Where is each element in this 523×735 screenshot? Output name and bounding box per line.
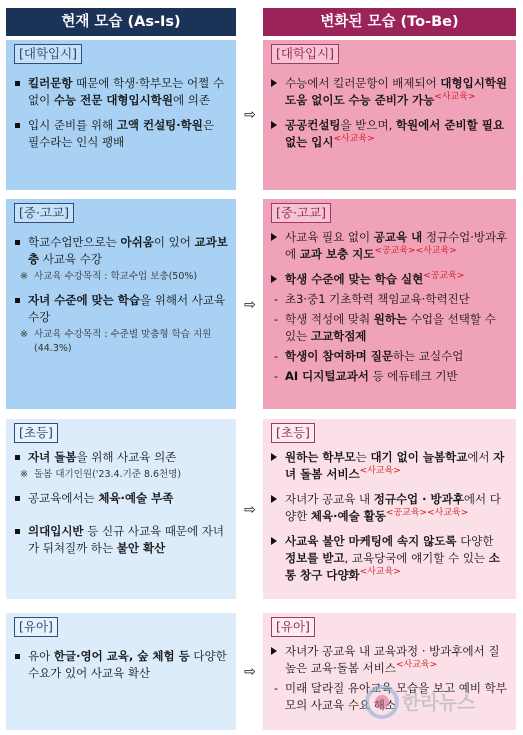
- list-item: 공교육에서는 체육·예술 부족: [14, 490, 228, 507]
- bullet-square-icon: [15, 81, 20, 86]
- college-as-is-panel: [6, 40, 236, 190]
- bullet-triangle-icon: [271, 495, 277, 503]
- elementary-to-be-panel: [263, 419, 516, 599]
- middle-to-be-panel: [263, 199, 516, 409]
- elementary-as-is-panel: [6, 419, 236, 599]
- note: ※ 사교육 수강목적 : 수준별 맞춤형 학습 지원(44.3%): [20, 329, 212, 354]
- section-title: [초등]: [271, 423, 315, 443]
- sub-item: - 학생이 참여하며 질문하는 교실수업: [274, 349, 464, 363]
- tag-label: <공교육>: [423, 271, 465, 282]
- right-arrow-icon: ⇨: [244, 107, 256, 123]
- right-arrow-icon: ⇨: [244, 664, 256, 680]
- list-item: 수능에서 킬러문항이 배제되어 대형입시학원 도움 없이도 수능 준비가 가능$^{<사교육>}$: [271, 75, 508, 109]
- section-title: [초등]: [14, 423, 58, 443]
- list-item: 자녀가 공교육 내 교육과정 · 방과후에서 질 높은 교육·돌봄 서비스$^{<사교육>}$: [271, 643, 508, 677]
- tag-label: <사교육>: [395, 660, 438, 671]
- bullet-square-icon: [15, 298, 20, 303]
- section-title: [중·고교]: [271, 203, 331, 223]
- sub-item: - AI 디지털교과서 등 에듀테크 기반: [274, 369, 458, 383]
- list-item: 사교육 필요 없이 공교육 내 정규수업·방과후에 교과 보충 지도$^{<공교육><사교육>}$: [271, 229, 508, 263]
- bullet-square-icon: [15, 496, 20, 501]
- to-be-header: 변화된 모습 (To-Be): [263, 8, 516, 36]
- bullet-triangle-icon: [271, 79, 277, 87]
- list-item: 입시 준비를 위해 고액 컨설팅·학원은 필수라는 인식 팽배: [14, 117, 228, 151]
- bullet-triangle-icon: [271, 121, 277, 129]
- list-item: 자녀 수준에 맞는 학습을 위해서 사교육 수강: [14, 292, 228, 326]
- bullet-square-icon: [15, 123, 20, 128]
- bullet-square-icon: [15, 654, 20, 659]
- tag-label: <공교육>: [374, 246, 416, 257]
- section-title: [중·고교]: [14, 203, 74, 223]
- right-arrow-icon: ⇨: [244, 297, 256, 313]
- tag-label: <사교육>: [333, 134, 375, 145]
- list-item: 학생 수준에 맞는 학습 실현$^{<공교육>}$: [271, 271, 508, 288]
- bullet-triangle-icon: [271, 453, 277, 461]
- list-item: 의대입시반 등 신규 사교육 때문에 자녀가 뒤쳐질까 하는 불안 확산: [14, 523, 228, 557]
- bullet-square-icon: [15, 455, 20, 460]
- kinder-as-is-panel: [6, 613, 236, 730]
- watermark-text: 한라뉴스: [402, 692, 476, 714]
- bullet-square-icon: [15, 529, 20, 534]
- tag-label: <사교육>: [415, 246, 457, 257]
- bullet-triangle-icon: [271, 537, 277, 545]
- list-item: 공공컨설팅을 받으며, 학원에서 준비할 필요 없는 입시$^{<사교육>}$: [271, 117, 508, 151]
- list-item: 원하는 학부모는 대기 없이 늘봄학교에서 자녀 돌봄 서비스$^{<사교육>}$: [271, 449, 508, 483]
- tag-label: <공교육>: [385, 508, 428, 519]
- section-title: [대학입시]: [271, 44, 339, 64]
- middle-as-is-panel: [6, 199, 236, 409]
- sub-item: - 초3·중1 기초학력 책임교육·학력진단: [274, 292, 470, 306]
- note: ※ 돌봄 대기인원('23.4.기준 8.6천명): [20, 469, 182, 480]
- section-title: [대학입시]: [14, 44, 82, 64]
- list-item: 유아 한글·영어 교육, 숲 체험 등 다양한 수요가 있어 사교육 확산: [14, 648, 228, 682]
- bullet-triangle-icon: [271, 233, 277, 241]
- list-item: 학교수업만으로는 아쉬움이 있어 교과보충 사교육 수강: [14, 234, 228, 268]
- college-to-be-panel: [263, 40, 516, 190]
- section-title: [유아]: [14, 617, 58, 637]
- list-item: 자녀 돌봄을 위해 사교육 의존: [14, 449, 228, 466]
- list-item: 사교육 불안 마케팅에 속지 않도록 다양한 정보를 받고, 교육당국에 얘기할 수 있는 소통 창구 다양화$^{<사교육>}$: [271, 533, 508, 584]
- section-title: [유아]: [271, 617, 315, 637]
- tag-label: <사교육>: [427, 508, 469, 519]
- kinder-to-be-panel: [263, 613, 516, 730]
- bullet-triangle-icon: [271, 275, 277, 283]
- bullet-triangle-icon: [271, 647, 277, 655]
- list-item: 킬러문항 때문에 학생·학부모는 어쩔 수 없이 수능 전문 대형입시학원에 의존: [14, 75, 228, 109]
- note: ※ 사교육 수강목적 : 학교수업 보충(50%): [20, 271, 198, 282]
- tag-label: <사교육>: [359, 466, 401, 477]
- list-item: 자녀가 공교육 내 정규수업 · 방과후에서 다양한 체육·예술 활동$^{<공교육><사교육>}$: [271, 491, 508, 525]
- sub-item: - 학생 적성에 맞춰 원하는 수업을 선택할 수 있는 고교학점제: [274, 312, 496, 343]
- sub-item: - 미래 달라질 유아교육 모습을 보고 예비 학부모의 사교육 수요 해소: [274, 681, 507, 712]
- bullet-square-icon: [15, 240, 20, 245]
- tag-label: <사교육>: [434, 92, 476, 103]
- tag-label: <사교육>: [359, 567, 401, 578]
- as-is-header: 현재 모습 (As-Is): [6, 8, 236, 36]
- right-arrow-icon: ⇨: [244, 502, 256, 518]
